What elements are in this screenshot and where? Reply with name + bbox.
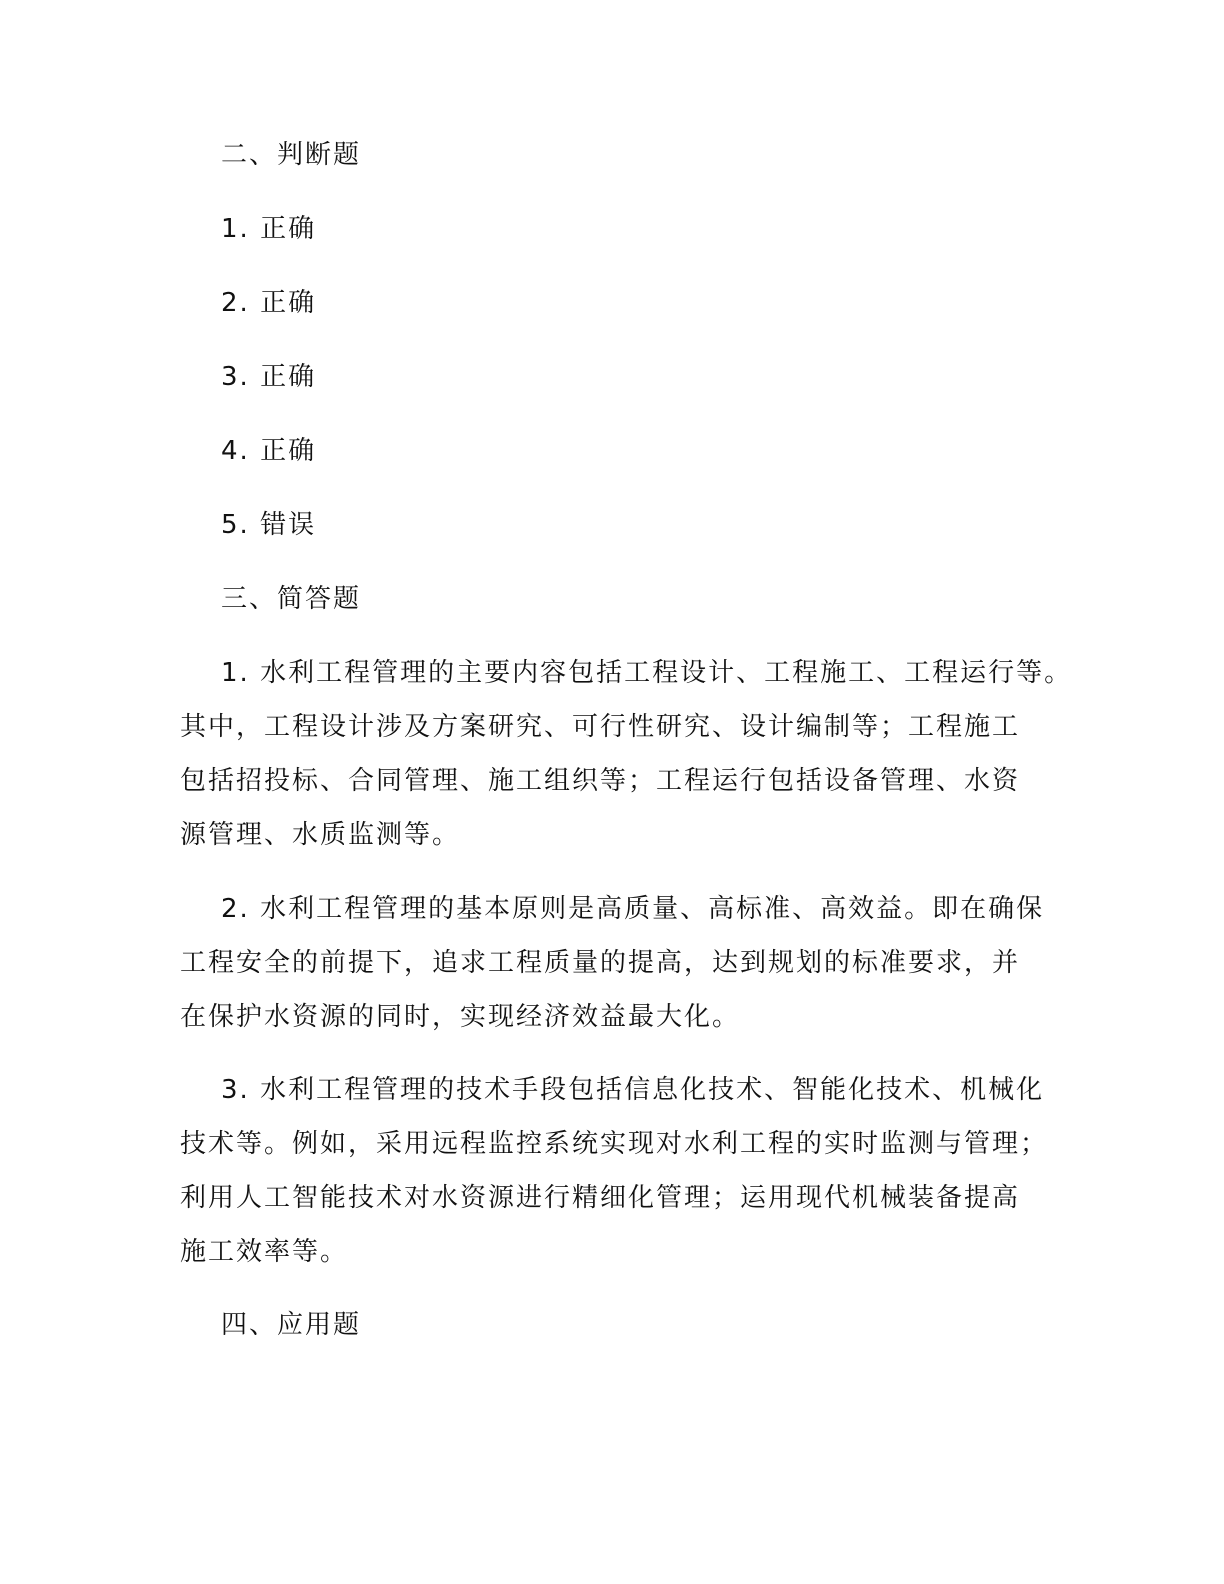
answer-item-5: 5. 错误 <box>221 510 317 540</box>
answer-item-3: 3. 正确 <box>221 362 317 392</box>
paragraph-line: 工程安全的前提下，追求工程质量的提高，达到规划的标准要求，并 <box>180 948 1021 978</box>
paragraph-line: 3. 水利工程管理的技术手段包括信息化技术、智能化技术、机械化 <box>221 1075 1045 1105</box>
paragraph-line: 2. 水利工程管理的基本原则是高质量、高标准、高效益。即在确保 <box>221 894 1045 924</box>
paragraph-line: 技术等。例如，采用远程监控系统实现对水利工程的实时监测与管理； <box>180 1129 1049 1159</box>
paragraph-line: 包括招投标、合同管理、施工组织等；工程运行包括设备管理、水资 <box>180 766 1021 796</box>
paragraph-line: 源管理、水质监测等。 <box>180 820 461 850</box>
paragraph-line: 利用人工智能技术对水资源进行精细化管理；运用现代机械装备提高 <box>180 1183 1021 1213</box>
answer-item-1: 1. 正确 <box>221 214 317 244</box>
paragraph-line: 1. 水利工程管理的主要内容包括工程设计、工程施工、工程运行等。 <box>221 658 1073 688</box>
paragraph-line: 其中，工程设计涉及方案研究、可行性研究、设计编制等；工程施工 <box>180 712 1021 742</box>
section-heading-short-answer: 三、简答题 <box>221 584 362 614</box>
paragraph-line: 在保护水资源的同时，实现经济效益最大化。 <box>180 1002 741 1032</box>
answer-item-2: 2. 正确 <box>221 288 317 318</box>
paragraph-line: 施工效率等。 <box>180 1237 349 1267</box>
section-heading-application: 四、应用题 <box>221 1310 362 1340</box>
section-heading-judgment: 二、判断题 <box>221 140 362 170</box>
answer-item-4: 4. 正确 <box>221 436 317 466</box>
